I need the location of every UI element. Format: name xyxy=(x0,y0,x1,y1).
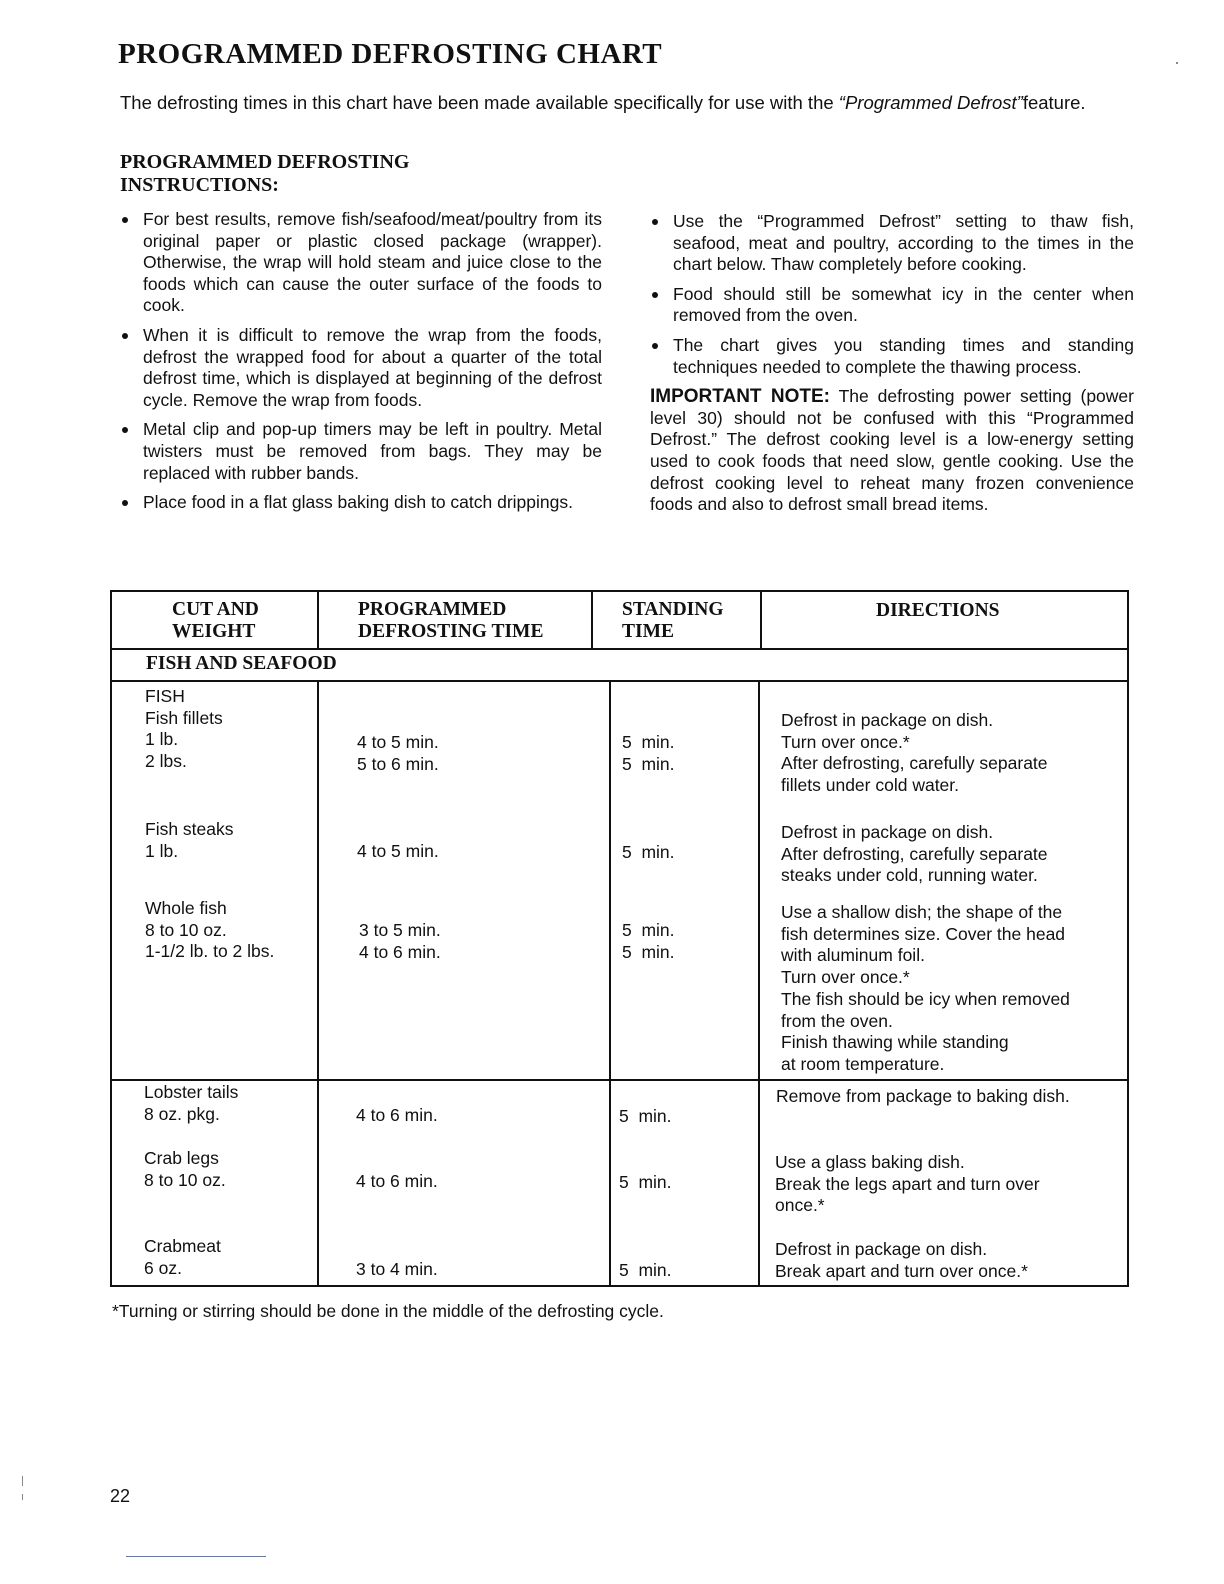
defrosting-table xyxy=(110,590,1129,1287)
column-divider xyxy=(591,592,593,648)
cut-weight-cell: Crabmeat 6 oz. xyxy=(144,1236,221,1278)
bullet-text: Place food in a flat glass baking dish to catch drippings. xyxy=(143,492,573,513)
list-item xyxy=(120,209,602,317)
directions-cell: Defrost in package on dish. After defrosting, carefully separate steaks under cold, running water. xyxy=(781,822,1048,886)
column-divider xyxy=(758,682,760,1285)
cut-weight-cell: Lobster tails 8 oz. pkg. xyxy=(144,1082,239,1124)
important-note xyxy=(650,386,1134,516)
bullet-icon xyxy=(122,333,128,339)
standing-time-cell: 5 min. xyxy=(622,842,675,862)
header-defrosting-time: PROGRAMMED DEFROSTING TIME xyxy=(358,599,544,642)
bullet-text: Food should still be somewhat icy in the center when removed from the oven. xyxy=(673,283,1134,326)
list-item xyxy=(120,325,602,411)
defrost-time-cell: 4 to 6 min. xyxy=(356,1171,438,1191)
important-note-label: IMPORTANT NOTE: xyxy=(650,386,830,408)
page-title: PROGRAMMED DEFROSTING CHART xyxy=(118,38,663,70)
directions-cell: Remove from package to baking dish. xyxy=(776,1086,1070,1106)
cut-weight-cell: Crab legs 8 to 10 oz. xyxy=(144,1148,226,1190)
header-standing-time: STANDING TIME xyxy=(622,599,724,642)
standing-time-cell: 5 min. 5 min. xyxy=(622,732,675,774)
cut-weight-cell: Fish steaks 1 lb. xyxy=(145,819,234,861)
standing-time-cell: 5 min. xyxy=(619,1260,672,1280)
bullet-text: Metal clip and pop-up timers may be left in poultry. Metal twisters must be removed from bags. They may be replaced with rubber bands. xyxy=(143,419,602,483)
column-divider xyxy=(317,592,319,648)
section-divider xyxy=(112,680,1127,682)
bullet-text: When it is difficult to remove the wrap from the foods, defrost the wrapped food for about a quarter of the total defrost time, which is displayed at beginning of the defrost cycle. Remove the wrap from foods. xyxy=(143,324,602,410)
header-divider xyxy=(112,648,1127,650)
bullet-icon xyxy=(122,217,128,223)
directions-cell: Use a glass baking dish. Break the legs apart and turn over once.* xyxy=(775,1152,1040,1216)
column-divider xyxy=(317,682,319,1285)
standing-time-cell: 5 min. xyxy=(619,1172,672,1192)
column-divider xyxy=(609,682,611,1285)
list-item xyxy=(650,211,1134,276)
bullet-icon xyxy=(122,500,128,506)
directions-cell: Use a shallow dish; the shape of the fish determines size. Cover the head with aluminum foil. Turn over once.* The fish should be icy when removed from the oven. Finish thawing while standing at room temperature. xyxy=(781,902,1070,1074)
left-column xyxy=(120,209,602,522)
list-item xyxy=(650,335,1134,378)
defrost-time-cell: 4 to 6 min. xyxy=(356,1105,438,1125)
standing-time-cell: 5 min. xyxy=(619,1106,672,1126)
header-directions: DIRECTIONS xyxy=(876,600,1000,621)
defrost-time-cell: 4 to 5 min. 5 to 6 min. xyxy=(357,732,439,774)
left-bullet-list xyxy=(120,209,602,514)
bullet-text: For best results, remove fish/seafood/meat/poultry from its original paper or plastic closed package (wrapper). Otherwise, the wrap will hold steam and juice close to the foods which can cause the outer surface of the foods to cook. xyxy=(143,209,602,316)
defrost-time-cell: 3 to 5 min. 4 to 6 min. xyxy=(359,920,441,962)
directions-cell: Defrost in package on dish. Turn over once.* After defrosting, carefully separate fillets under cold water. xyxy=(781,710,1048,796)
defrost-time-cell: 4 to 5 min. xyxy=(357,841,439,861)
page-number: 22 xyxy=(110,1486,131,1506)
directions-cell: Defrost in package on dish. Break apart and turn over once.* xyxy=(775,1239,1028,1281)
section-fish-and-seafood: FISH AND SEAFOOD xyxy=(146,653,337,674)
right-column xyxy=(650,211,1134,533)
column-divider xyxy=(760,592,762,648)
cut-weight-cell: FISH Fish fillets 1 lb. 2 lbs. xyxy=(145,686,223,772)
bullet-text: Use the “Programmed Defrost” setting to thaw fish, seafood, meat and poultry, according to the times in the chart below. Thaw completely before cooking. xyxy=(673,211,1134,275)
bullet-text: The chart gives you standing times and standing techniques needed to complete the thawing process. xyxy=(673,334,1134,377)
intro-text xyxy=(120,92,1150,114)
bullet-icon xyxy=(652,292,658,298)
list-item xyxy=(120,492,602,514)
defrost-time-cell: 3 to 4 min. xyxy=(356,1259,438,1279)
right-bullet-list xyxy=(650,211,1134,378)
bullet-icon xyxy=(652,343,658,349)
footnote: *Turning or stirring should be done in the middle of the defrosting cycle. xyxy=(112,1301,664,1321)
header-cut-weight: CUT AND WEIGHT xyxy=(172,599,259,642)
list-item xyxy=(650,284,1134,327)
bottom-rule xyxy=(126,1556,266,1557)
bullet-icon xyxy=(122,427,128,433)
row-divider xyxy=(112,1079,1127,1081)
scan-speck xyxy=(22,1494,23,1500)
instructions-heading: PROGRAMMED DEFROSTING INSTRUCTIONS: xyxy=(120,151,410,196)
bullet-icon xyxy=(652,219,658,225)
cut-weight-cell: Whole fish 8 to 10 oz. 1-1/2 lb. to 2 lbs. xyxy=(145,898,275,962)
standing-time-cell: 5 min. 5 min. xyxy=(622,920,675,962)
scan-speck xyxy=(22,1476,23,1486)
list-item xyxy=(120,419,602,484)
important-note-text: The defrosting power setting (power level 30) should not be confused with this “Programmed Defrost.” The defrost cooking level is a low-energy setting used to cook foods that need slow, gentle cooking. Use the defrost cooking level to reheat many frozen convenience foods and also to defrost small bread items. xyxy=(650,386,1134,515)
intro-after: feature. xyxy=(1022,92,1086,113)
intro-before: The defrosting times in this chart have been made available specifically for use with the xyxy=(120,92,839,113)
scan-speck xyxy=(1176,62,1178,64)
intro-italic: “Programmed Defrost” xyxy=(838,92,1023,113)
